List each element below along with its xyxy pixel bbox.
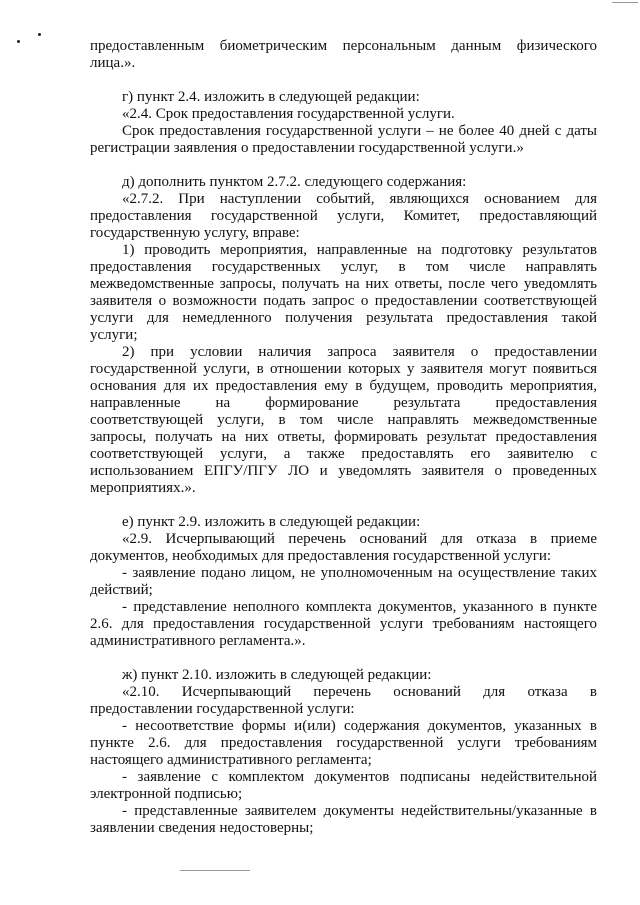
scan-speck-dot xyxy=(17,40,20,43)
text-line: основания для их предоставления ему в будущем, проводить мероприятия, xyxy=(90,378,597,394)
text-line: соответствующей услуги, а также предоставлять его заявителю с xyxy=(90,446,597,462)
text-line: заявителя о возможности подать запрос о предоставлении соответствующей xyxy=(90,293,597,309)
text-line: запросы, получать на них ответы, формировать результат предоставления xyxy=(90,429,597,445)
text-line: административного регламента.». xyxy=(90,633,306,649)
text-line: настоящего административного регламента; xyxy=(90,752,372,768)
text-line: Срок предоставления государственной услуги – не более 40 дней с даты xyxy=(122,123,597,139)
text-line: межведомственные запросы, получать на них ответы, после чего уведомлять xyxy=(90,276,597,292)
scan-speck-line xyxy=(612,2,638,3)
text-line: 2) при условии наличия запроса заявителя о предоставлении xyxy=(122,344,597,360)
text-line: - представление неполного комплекта документов, указанного в пункте xyxy=(122,599,597,615)
text-line: предоставленным биометрическим персональным данным физического xyxy=(90,38,597,54)
text-line: 1) проводить мероприятия, направленные на подготовку результатов xyxy=(122,242,597,258)
text-line: г) пункт 2.4. изложить в следующей редакции: xyxy=(122,89,420,105)
text-line: «2.10. Исчерпывающий перечень оснований для отказа в xyxy=(122,684,597,700)
text-line: предоставлении государственной услуги: xyxy=(90,701,355,717)
text-line: лица.». xyxy=(90,55,136,71)
text-line: 2.6. для предоставления государственной услуги требованиям настоящего xyxy=(90,616,597,632)
text-line: электронной подписью; xyxy=(90,786,243,802)
text-line: услуги; xyxy=(90,327,138,343)
text-line: заявлении сведения недостоверны; xyxy=(90,820,314,836)
text-line: использованием ЕПГУ/ПГУ ЛО и уведомлять заявителя о проведенных xyxy=(90,463,597,479)
text-line: государственную услугу, вправе: xyxy=(90,225,300,241)
text-line: д) дополнить пунктом 2.7.2. следующего содержания: xyxy=(122,174,467,190)
text-line: ж) пункт 2.10. изложить в следующей редакции: xyxy=(122,667,432,683)
text-line: - несоответствие формы и(или) содержания документов, указанных в xyxy=(122,718,597,734)
text-line: - заявление с комплектом документов подписаны недействительной xyxy=(122,769,597,785)
text-line: соответствующей услуги, в том числе направлять межведомственные xyxy=(90,412,597,428)
text-line: - представленные заявителем документы недействительны/указанные в xyxy=(122,803,597,819)
text-line: - заявление подано лицом, не уполномоченным на осуществление таких xyxy=(122,565,597,581)
text-line: услуги для немедленного получения результата предоставления такой xyxy=(90,310,597,326)
text-line: «2.7.2. При наступлении событий, являющихся основанием для xyxy=(122,191,597,207)
text-line: направленные на формирование результата предоставления xyxy=(90,395,597,411)
text-line: «2.9. Исчерпывающий перечень оснований для отказа в приеме xyxy=(122,531,597,547)
text-line: «2.4. Срок предоставления государственной услуги. xyxy=(122,106,455,122)
text-line: пункте 2.6. для предоставления государственной услуги требованиям xyxy=(90,735,597,751)
text-line: документов, необходимых для предоставления государственной услуги: xyxy=(90,548,552,564)
text-line: регистрации заявления о предоставлении государственной услуги.» xyxy=(90,140,524,156)
scan-speck-line xyxy=(180,870,250,871)
text-line: предоставления государственных услуг, в том числе направлять xyxy=(90,259,597,275)
text-line: предоставления государственной услуги, Комитет, предоставляющий xyxy=(90,208,597,224)
text-line: мероприятиях.». xyxy=(90,480,196,496)
text-line: е) пункт 2.9. изложить в следующей редакции: xyxy=(122,514,421,530)
text-line: действий; xyxy=(90,582,153,598)
text-line: государственной услуги, в отношении которых у заявителя могут появиться xyxy=(90,361,597,377)
scan-speck-dot xyxy=(38,33,41,36)
